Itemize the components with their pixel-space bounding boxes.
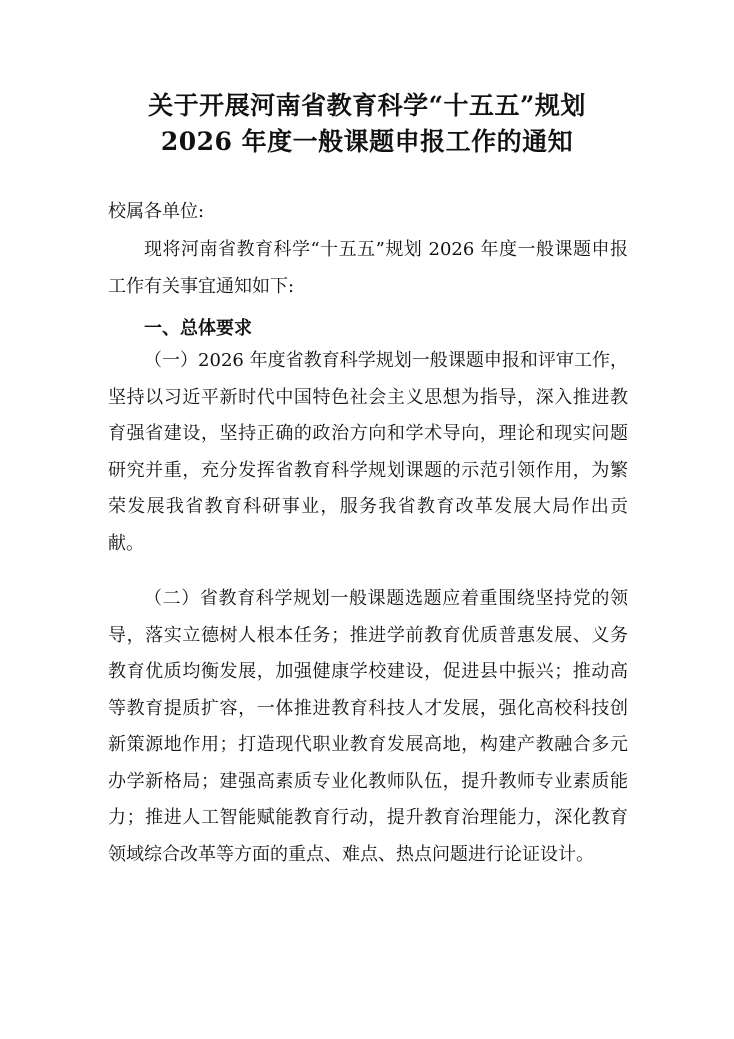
salutation: 校属各单位: xyxy=(108,201,205,222)
intro-paragraph: 现将河南省教育科学“十五五”规划 2026 年度一般课题申报工作有关事宜通知如下: xyxy=(108,239,628,297)
paragraph-1: （一）2026 年度省教育科学规划一般课题申报和评审工作，坚持以习近平新时代中国特色社会主义思想为指导，深入推进教育强省建设，坚持正确的政治方向和学术导向，理论和现实问题研究并重，充分发挥省教育科学规划课题的示范引领作用，为繁荣发展我省教育科研事业，服务我省教育改革发展大局作出贡献。 xyxy=(108,350,628,554)
document-title-line-1: 关于开展河南省教育科学“十五五”规划 xyxy=(148,91,586,120)
paragraph-2: （二）省教育科学规划一般课题选题应着重围绕坚持党的领导，落实立德树人根本任务；推进学前教育优质普惠发展、义务教育优质均衡发展，加强健康学校建设，促进县中振兴；推动高等教育提质扩容，一体推进教育科技人才发展，强化高校科技创新策源地作用；打造现代职业教育发展高地，构建产教融合多元办学新格局；建强高素质专业化教师队伍，提升教师专业素质能力；推进人工智能赋能教育行动，提升教育治理能力，深化教育领域综合改革等方面的重点、难点、热点问题进行论证设计。 xyxy=(108,588,628,865)
section-heading-overall-requirements: 一、总体要求 xyxy=(144,318,252,339)
document-title-line-2: 2026 年度一般课题申报工作的通知 xyxy=(160,127,574,156)
